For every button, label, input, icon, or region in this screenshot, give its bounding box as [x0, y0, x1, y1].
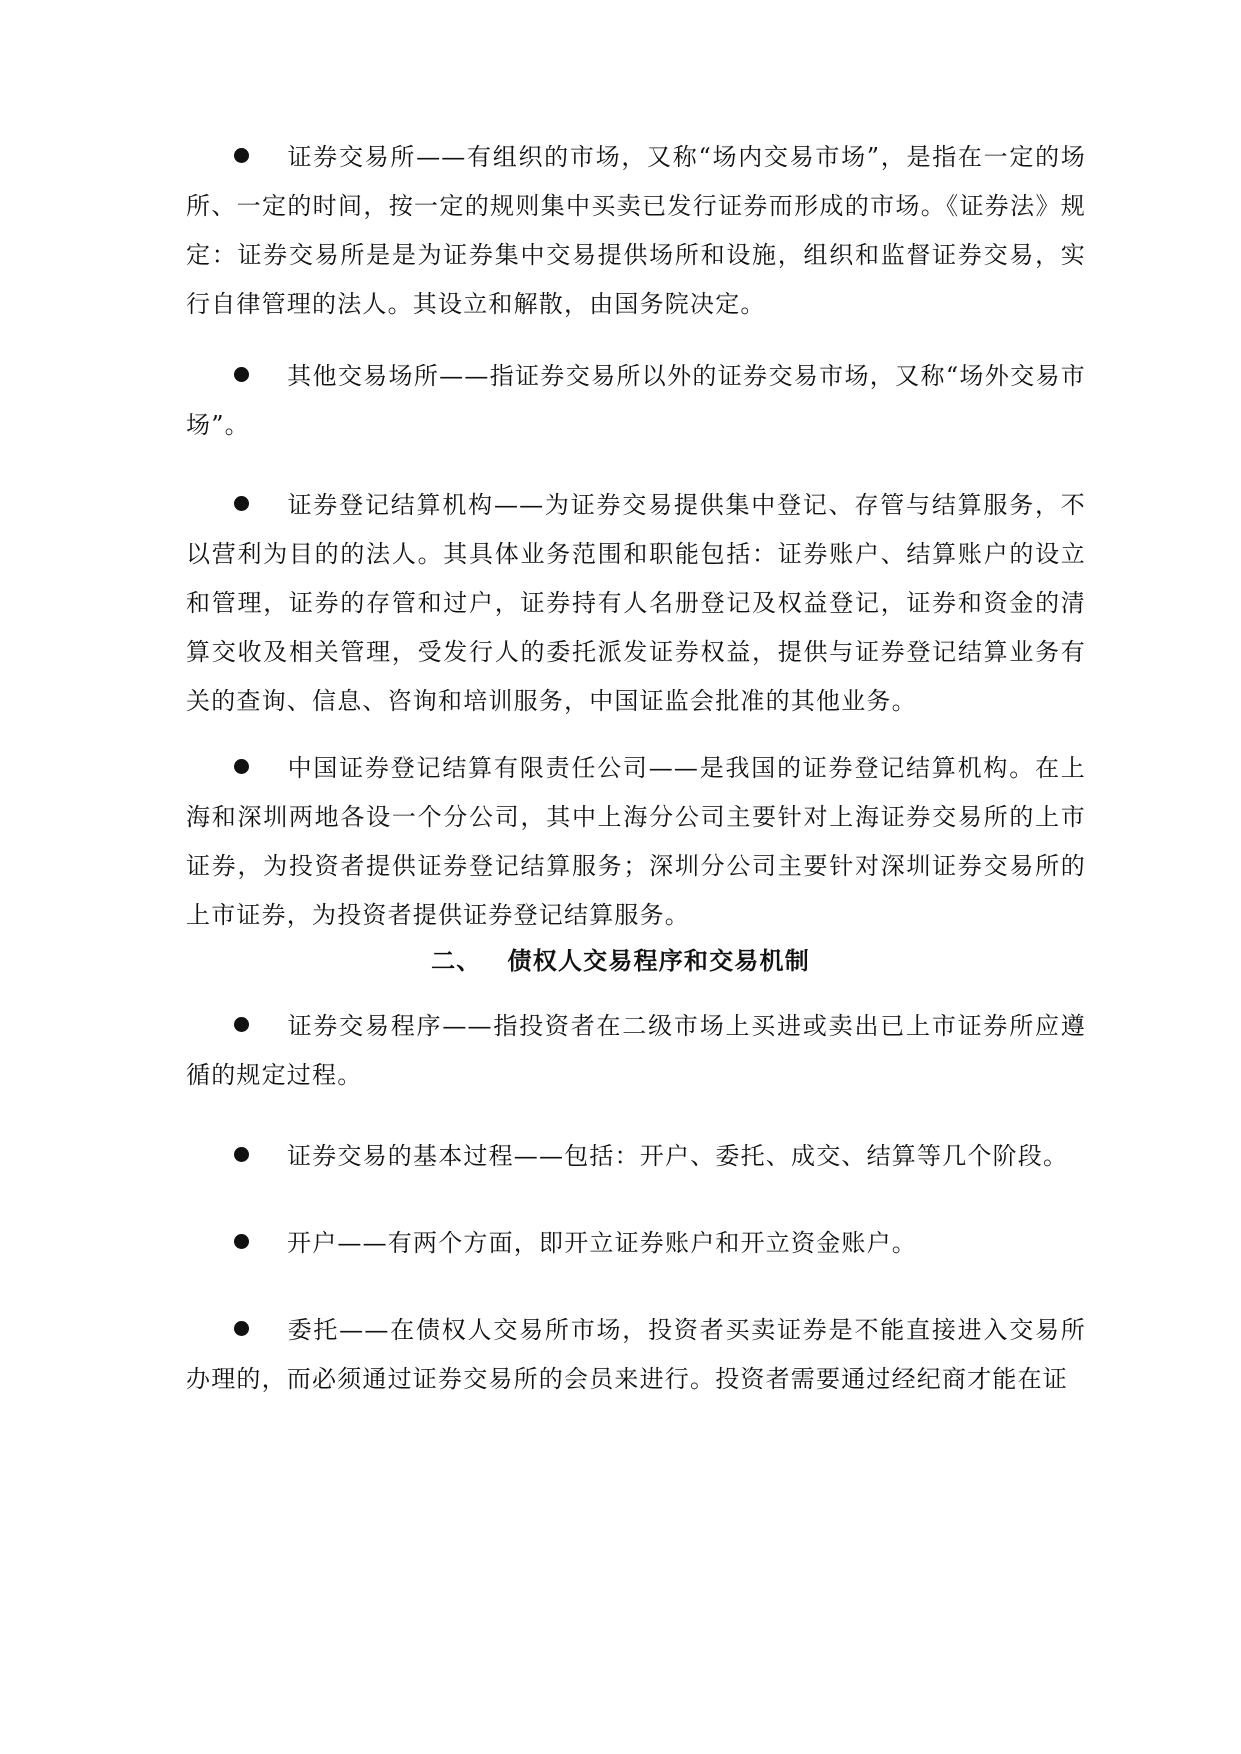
bullet-icon [234, 148, 249, 163]
paragraph-entrustment: 委托——在债权人交易所市场，投资者买卖证券是不能直接进入交易所办理的，而必须通过证券交易所的会员来进行。投资者需要通过经纪商才能在证 [186, 1316, 1086, 1393]
bullet-icon [234, 1321, 249, 1336]
bullet-icon [234, 759, 249, 774]
paragraph-clearing-institution: 证券登记结算机构——为证券交易提供集中登记、存管与结算服务，不以营利为目的的法人。其具体业务范围和职能包括：证券账户、结算账户的设立和管理，证券的存管和过户，证券持有人名册登记及权益登记，证券和资金的清算交收及相关管理，受发行人的委托派发证券权益，提供与证券登记结算业务有关的查询、信息、咨询和培训服务，中国证监会批准的其他业务。 [186, 491, 1086, 715]
paragraph-other-venues: 其他交易场所——指证券交易所以外的证券交易市场，又称“场外交易市场”。 [186, 362, 1086, 439]
paragraph-stock-exchange: 证券交易所——有组织的市场，又称“场内交易市场”，是指在一定的场所、一定的时间，按一定的规则集中买卖已发行证券而形成的市场。《证券法》规定：证券交易所是是为证券集中交易提供场所和设施，组织和监督证券交易，实行自律管理的法人。其设立和解散，由国务院决定。 [186, 143, 1086, 318]
bullet-icon [234, 496, 249, 511]
paragraph-account-opening: 开户——有两个方面，即开立证券账户和开立资金账户。 [186, 1219, 1086, 1268]
section-number: 二、 [431, 947, 482, 975]
bullet-icon [234, 1234, 249, 1249]
bullet-icon [234, 1147, 249, 1162]
paragraph-basic-process: 证券交易的基本过程——包括：开户、委托、成交、结算等几个阶段。 [186, 1132, 1086, 1181]
paragraph-csdc: 中国证券登记结算有限责任公司——是我国的证券登记结算机构。在上海和深圳两地各设一个分公司，其中上海分公司主要针对上海证券交易所的上市证券，为投资者提供证券登记结算服务；深圳分公司主要针对深圳证券交易所的上市证券，为投资者提供证券登记结算服务。 [186, 754, 1086, 929]
bullet-icon [234, 367, 249, 382]
bullet-icon [234, 1017, 249, 1032]
section-heading [0, 937, 1241, 986]
paragraph-trading-procedure: 证券交易程序——指投资者在二级市场上买进或卖出已上市证券所应遵循的规定过程。 [186, 1012, 1086, 1089]
section-title: 债权人交易程序和交易机制 [507, 947, 810, 975]
